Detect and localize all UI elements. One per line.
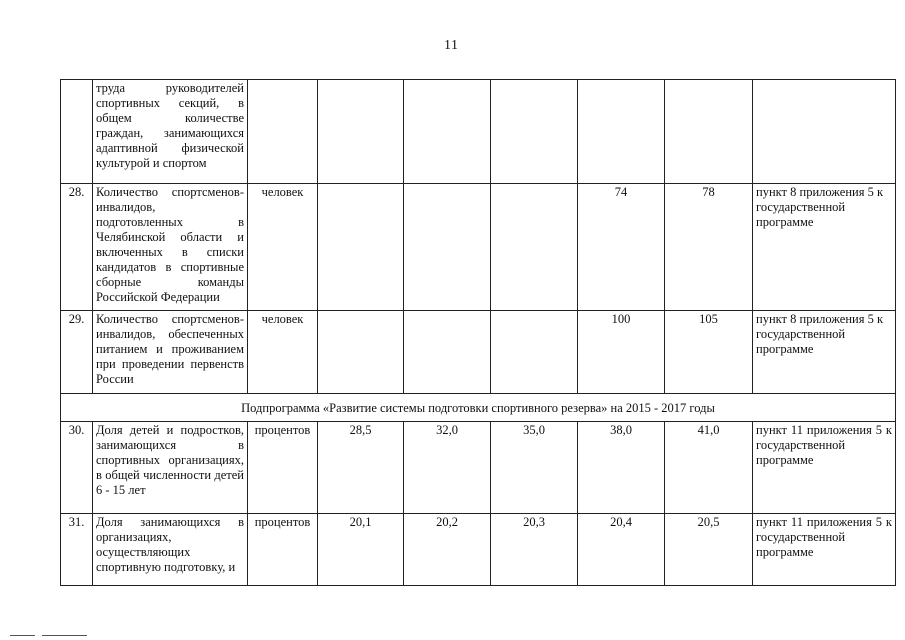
row-number: 30. <box>61 422 93 514</box>
row-number: 28. <box>61 184 93 311</box>
indicator-name: труда руководителей спортивных секций, в общем количестве граждан, занимающихся адаптивной физической культурой и спортом <box>93 80 248 184</box>
subprogram-title: Подпрограмма «Развитие системы подготовки спортивного резерва» на 2015 - 2017 годы <box>61 394 896 422</box>
unit-cell: человек <box>248 184 318 311</box>
value-cell <box>318 80 404 184</box>
row-number: 31. <box>61 514 93 586</box>
source-cell: пункт 8 приложения 5 к государственной программе <box>753 311 896 394</box>
indicator-name: Количество спортсменов-инвалидов, обеспеченных питанием и проживанием при проведении первенств России <box>93 311 248 394</box>
value-cell <box>491 80 578 184</box>
value-cell: 20,4 <box>578 514 665 586</box>
table-row <box>61 184 896 311</box>
indicator-name: Доля занимающихся в организациях, осуществляющих спортивную подготовку, и <box>93 514 248 586</box>
value-cell <box>665 80 753 184</box>
value-cell: 100 <box>578 311 665 394</box>
value-cell <box>404 311 491 394</box>
row-number <box>61 80 93 184</box>
source-cell <box>753 80 896 184</box>
value-cell <box>491 311 578 394</box>
unit-cell: процентов <box>248 422 318 514</box>
subprogram-header-row <box>61 394 896 422</box>
value-cell: 20,1 <box>318 514 404 586</box>
unit-cell <box>248 80 318 184</box>
source-cell: пункт 8 приложения 5 к государственной программе <box>753 184 896 311</box>
value-cell: 28,5 <box>318 422 404 514</box>
unit-cell: процентов <box>248 514 318 586</box>
value-cell: 32,0 <box>404 422 491 514</box>
table-row <box>61 80 896 184</box>
value-cell <box>491 184 578 311</box>
value-cell: 105 <box>665 311 753 394</box>
indicator-name: Доля детей и подростков, занимающихся в спортивных организациях, в общей численности детей 6 - 15 лет <box>93 422 248 514</box>
scan-edge-marks <box>0 633 905 640</box>
value-cell: 38,0 <box>578 422 665 514</box>
scan-mark <box>42 635 87 636</box>
source-cell: пункт 11 приложения 5 к государственной программе <box>753 422 896 514</box>
source-cell: пункт 11 приложения 5 к государственной программе <box>753 514 896 586</box>
table-row <box>61 422 896 514</box>
value-cell <box>318 311 404 394</box>
value-cell: 78 <box>665 184 753 311</box>
value-cell: 20,2 <box>404 514 491 586</box>
table-row <box>61 514 896 586</box>
value-cell: 74 <box>578 184 665 311</box>
value-cell: 20,3 <box>491 514 578 586</box>
indicators-table <box>60 79 896 586</box>
value-cell: 20,5 <box>665 514 753 586</box>
scan-mark <box>10 635 35 636</box>
value-cell <box>578 80 665 184</box>
row-number: 29. <box>61 311 93 394</box>
indicator-name: Количество спортсменов-инвалидов, подготовленных в Челябинской области и включенных в списки кандидатов в спортивные сборные команды Российской Федерации <box>93 184 248 311</box>
page-number: 11 <box>444 38 459 53</box>
value-cell <box>404 184 491 311</box>
value-cell: 41,0 <box>665 422 753 514</box>
table-row <box>61 311 896 394</box>
value-cell: 35,0 <box>491 422 578 514</box>
unit-cell: человек <box>248 311 318 394</box>
value-cell <box>318 184 404 311</box>
value-cell <box>404 80 491 184</box>
